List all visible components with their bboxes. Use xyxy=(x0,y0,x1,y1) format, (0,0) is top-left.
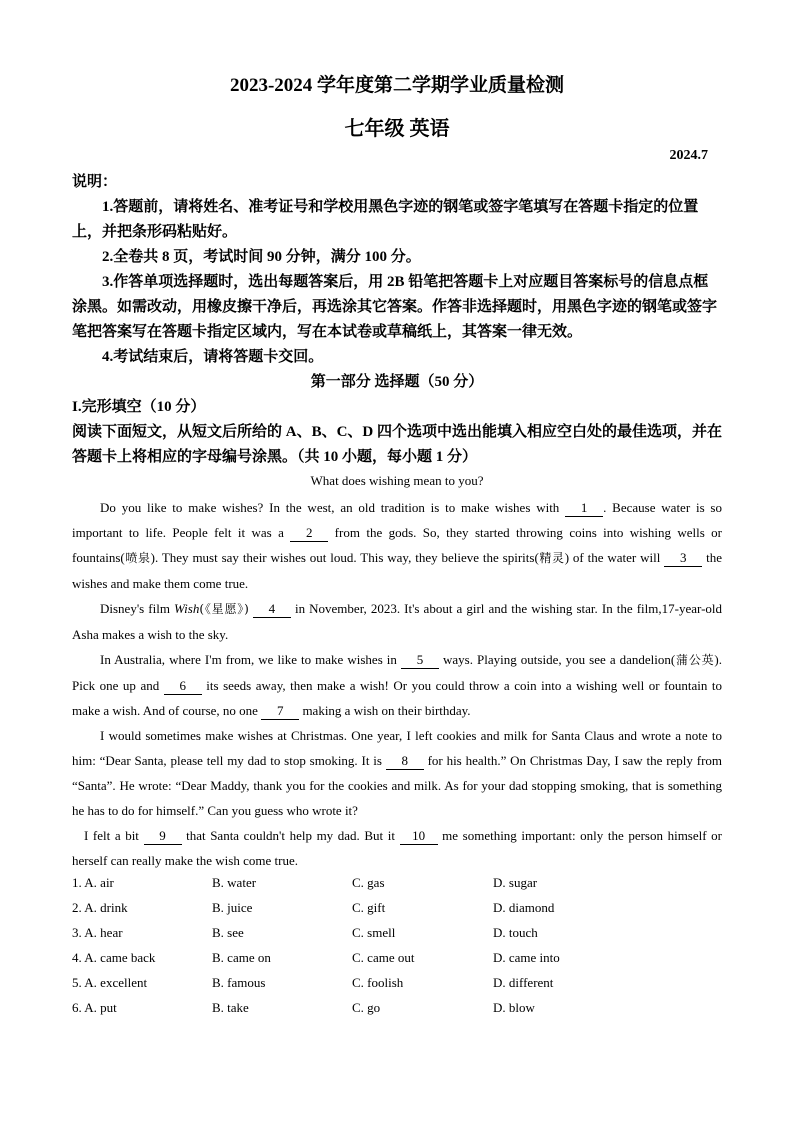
option: D. blow xyxy=(493,1000,535,1015)
passage-text: ). Pick one up and xyxy=(72,652,722,693)
option: B. see xyxy=(212,925,244,940)
section-instruction: 阅读下面短文，从短文后所给的 A、B、C、D 四个选项中选出能填入相应空白处的最佳选项，并在答题卡上将相应的字母编号涂黑。（共 10 小题，每小题 1 分） xyxy=(72,424,723,465)
option-row xyxy=(72,945,722,970)
option: C. smell xyxy=(352,925,396,940)
option-row xyxy=(72,970,722,995)
exam-subtitle: 七年级 英语 xyxy=(344,118,450,140)
option-row xyxy=(72,995,722,1020)
blank-3: 3 xyxy=(664,550,702,567)
passage-text: for his health.” On Christmas Day, I saw the reply from “Santa”. He wrote: “Dear Maddy, thank you for the cookies and milk. As for your dad stopping smoking, that is something he has to do for himself.” Can you guess who wrote it? xyxy=(72,753,723,818)
passage-text: in November, 2023. It's about a girl and the wishing star. In the film,17-year-old Asha makes a wish to the sky. xyxy=(72,601,723,642)
passage-paragraph xyxy=(72,723,722,823)
film-title: Wish xyxy=(174,601,200,616)
option: C. gas xyxy=(352,875,385,890)
section-title: I.完形填空（10 分） xyxy=(72,399,206,415)
passage-text: . Because water is so important to life. People felt it was a xyxy=(72,500,722,540)
passage-paragraph xyxy=(72,596,722,647)
blank-2: 2 xyxy=(290,525,328,542)
blank-8: 8 xyxy=(386,753,424,770)
passage-text: In Australia, where I'm from, we like to make wishes in xyxy=(100,652,397,667)
instruction-item: 1.答题前，请将姓名、准考证号和学校用黑色字迹的钢笔或签字笔填写在答题卡指定的位置上，并把条形码粘贴好。 xyxy=(72,199,699,240)
option: C. go xyxy=(352,1000,381,1015)
option: 6. A. put xyxy=(72,1000,117,1015)
option: B. water xyxy=(212,875,257,890)
option: 2. A. drink xyxy=(72,900,128,915)
option: B. juice xyxy=(212,900,253,915)
passage-text: I would sometimes make wishes at Christmas. One year, I left cookies and milk for Santa Claus and wrote a note to him: “Dear Santa, please tell my dad to stop smoking. It is xyxy=(72,728,722,768)
passage-text: from the gods. So, they started throwing coins into wishing wells or fountains( xyxy=(72,525,722,565)
blank-5: 5 xyxy=(401,652,439,669)
passage-text: me something important: only the person himself or herself can really make the wish come true. xyxy=(72,828,722,868)
instruction-item: 3.作答单项选择题时，选出每题答案后，用 2B 铅笔把答题卡上对应题目答案标号的信息点框涂黑。如需改动，用橡皮擦干净后，再选涂其它答案。作答非选择题时，用黑色字迹的钢笔或签字笔把答案写在答题卡指定区域内，写在本试卷或草稿纸上，其答案一律无效。 xyxy=(72,274,718,340)
option: C. gift xyxy=(352,900,386,915)
passage-title: What does wishing mean to you? xyxy=(310,473,484,488)
option-row xyxy=(72,870,722,895)
option: 4. A. came back xyxy=(72,950,156,965)
passage-text: ). They must say their wishes out loud. This way, they believe the spirits( xyxy=(150,550,539,565)
blank-10: 10 xyxy=(400,828,438,845)
option: 3. A. hear xyxy=(72,925,123,940)
option-row xyxy=(72,920,722,945)
passage-text: Disney's film xyxy=(100,601,170,616)
answer-options xyxy=(72,870,722,1020)
blank-1: 1 xyxy=(565,500,603,517)
passage-paragraph xyxy=(72,647,722,723)
passage-text: I felt a bit xyxy=(84,828,139,843)
option: B. take xyxy=(212,1000,249,1015)
option: D. sugar xyxy=(493,875,538,890)
passage-text: Do you like to make wishes? In the west, an old tradition is to make wishes with xyxy=(100,500,560,515)
cloze-passage xyxy=(72,495,722,873)
passage-paragraph xyxy=(72,823,722,873)
option: B. came on xyxy=(212,950,271,965)
option: D. came into xyxy=(493,950,560,965)
option: C. came out xyxy=(352,950,415,965)
option: 1. A. air xyxy=(72,875,114,890)
blank-4: 4 xyxy=(253,601,291,618)
instruction-item: 4.考试结束后，请将答题卡交回。 xyxy=(102,349,324,365)
option: B. famous xyxy=(212,975,266,990)
instructions-block xyxy=(72,170,722,370)
passage-text: ) of the water will xyxy=(564,550,661,565)
instructions-label: 说明： xyxy=(72,174,118,190)
passage-text: the wishes and make them come true. xyxy=(72,550,723,591)
passage-text: its seeds away, then make a wish! Or you could throw a coin into a wishing well or fountain to make a wish. And of course, no one xyxy=(72,678,723,718)
exam-title: 2023-2024 学年度第二学期学业质量检测 xyxy=(229,75,565,96)
gloss-text: 喷泉 xyxy=(124,551,151,565)
option: D. diamond xyxy=(493,900,555,915)
instruction-item: 2.全卷共 8 页，考试时间 90 分钟，满分 100 分。 xyxy=(102,249,421,265)
passage-text: making a wish on their birthday. xyxy=(302,703,471,718)
part-title: 第一部分 选择题（50 分） xyxy=(310,374,484,390)
gloss-text: (《星愿》) xyxy=(199,602,249,616)
option-row xyxy=(72,895,722,920)
option: D. different xyxy=(493,975,554,990)
blank-9: 9 xyxy=(144,828,182,845)
option: 5. A. excellent xyxy=(72,975,148,990)
gloss-text: 精灵 xyxy=(538,551,565,565)
option: D. touch xyxy=(493,925,538,940)
gloss-text: 蒲公英 xyxy=(675,653,715,667)
exam-date: 2024.7 xyxy=(669,148,708,163)
option: C. foolish xyxy=(352,975,404,990)
blank-6: 6 xyxy=(164,678,202,695)
passage-paragraph xyxy=(72,495,722,596)
passage-text: ways. Playing outside, you see a dandelion( xyxy=(443,652,676,667)
passage-text: that Santa couldn't help my dad. But it xyxy=(186,828,395,843)
blank-7: 7 xyxy=(261,703,299,720)
